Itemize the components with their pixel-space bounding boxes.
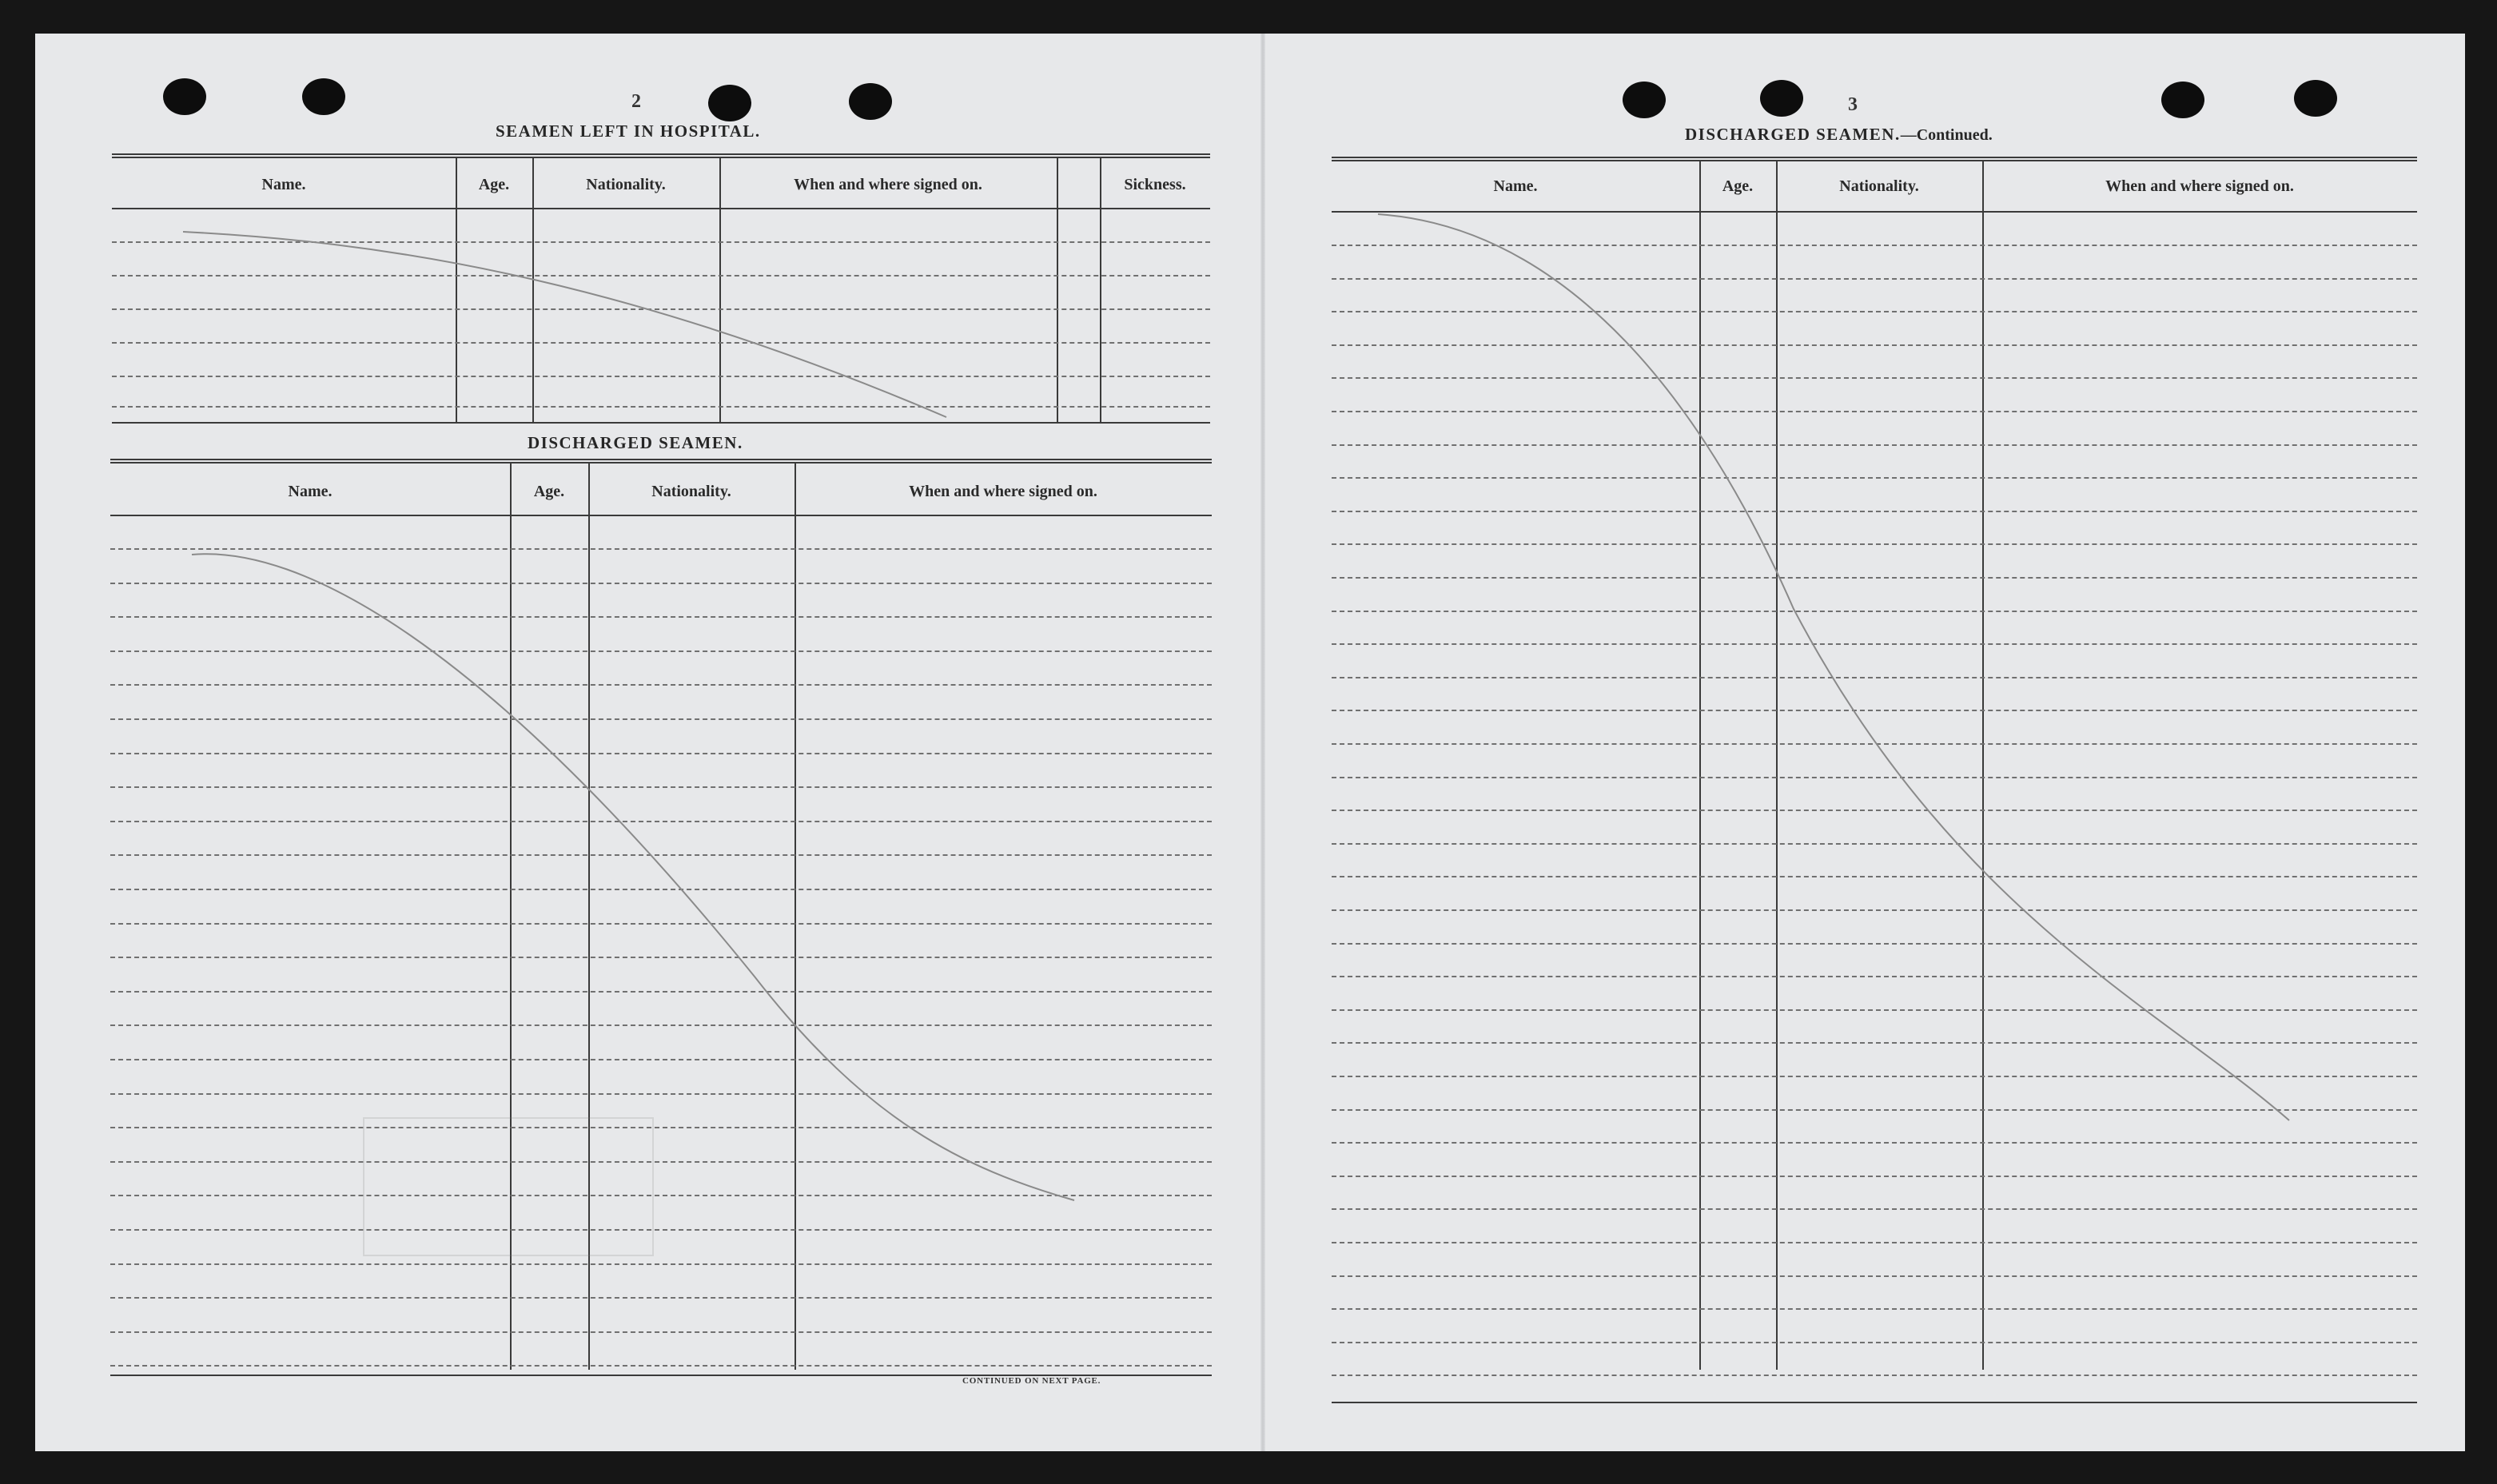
col-header-name: Name. — [1493, 177, 1538, 195]
col-header-signed-on: When and where signed on. — [909, 483, 1097, 500]
col-header-nationality: Nationality. — [586, 176, 666, 193]
document-scan — [35, 34, 2465, 1451]
hospital-section-title: SEAMEN LEFT IN HOSPITAL. — [496, 121, 761, 141]
col-header-sickness: Sickness. — [1124, 176, 1186, 193]
page-number-right: 3 — [1848, 94, 1858, 115]
col-header-signed-on: When and where signed on. — [2105, 177, 2294, 195]
col-header-nationality: Nationality. — [1839, 177, 1919, 195]
col-header-name: Name. — [261, 176, 306, 193]
page-number-left: 2 — [631, 91, 641, 112]
col-header-age: Age. — [1722, 177, 1754, 195]
discharged-title-suffix: —Continued. — [1900, 126, 1993, 144]
col-header-age: Age. — [533, 483, 565, 500]
col-header-signed-on: When and where signed on. — [794, 176, 982, 193]
discharged-section-title: DISCHARGED SEAMEN. — [528, 433, 743, 452]
discharged-title-main: DISCHARGED SEAMEN. — [1685, 125, 1901, 144]
faint-stamp — [363, 1117, 654, 1256]
continued-note: CONTINUED ON NEXT PAGE. — [962, 1376, 1101, 1386]
col-header-age: Age. — [478, 176, 510, 193]
col-header-nationality: Nationality. — [651, 483, 731, 500]
col-header-name: Name. — [288, 483, 333, 500]
